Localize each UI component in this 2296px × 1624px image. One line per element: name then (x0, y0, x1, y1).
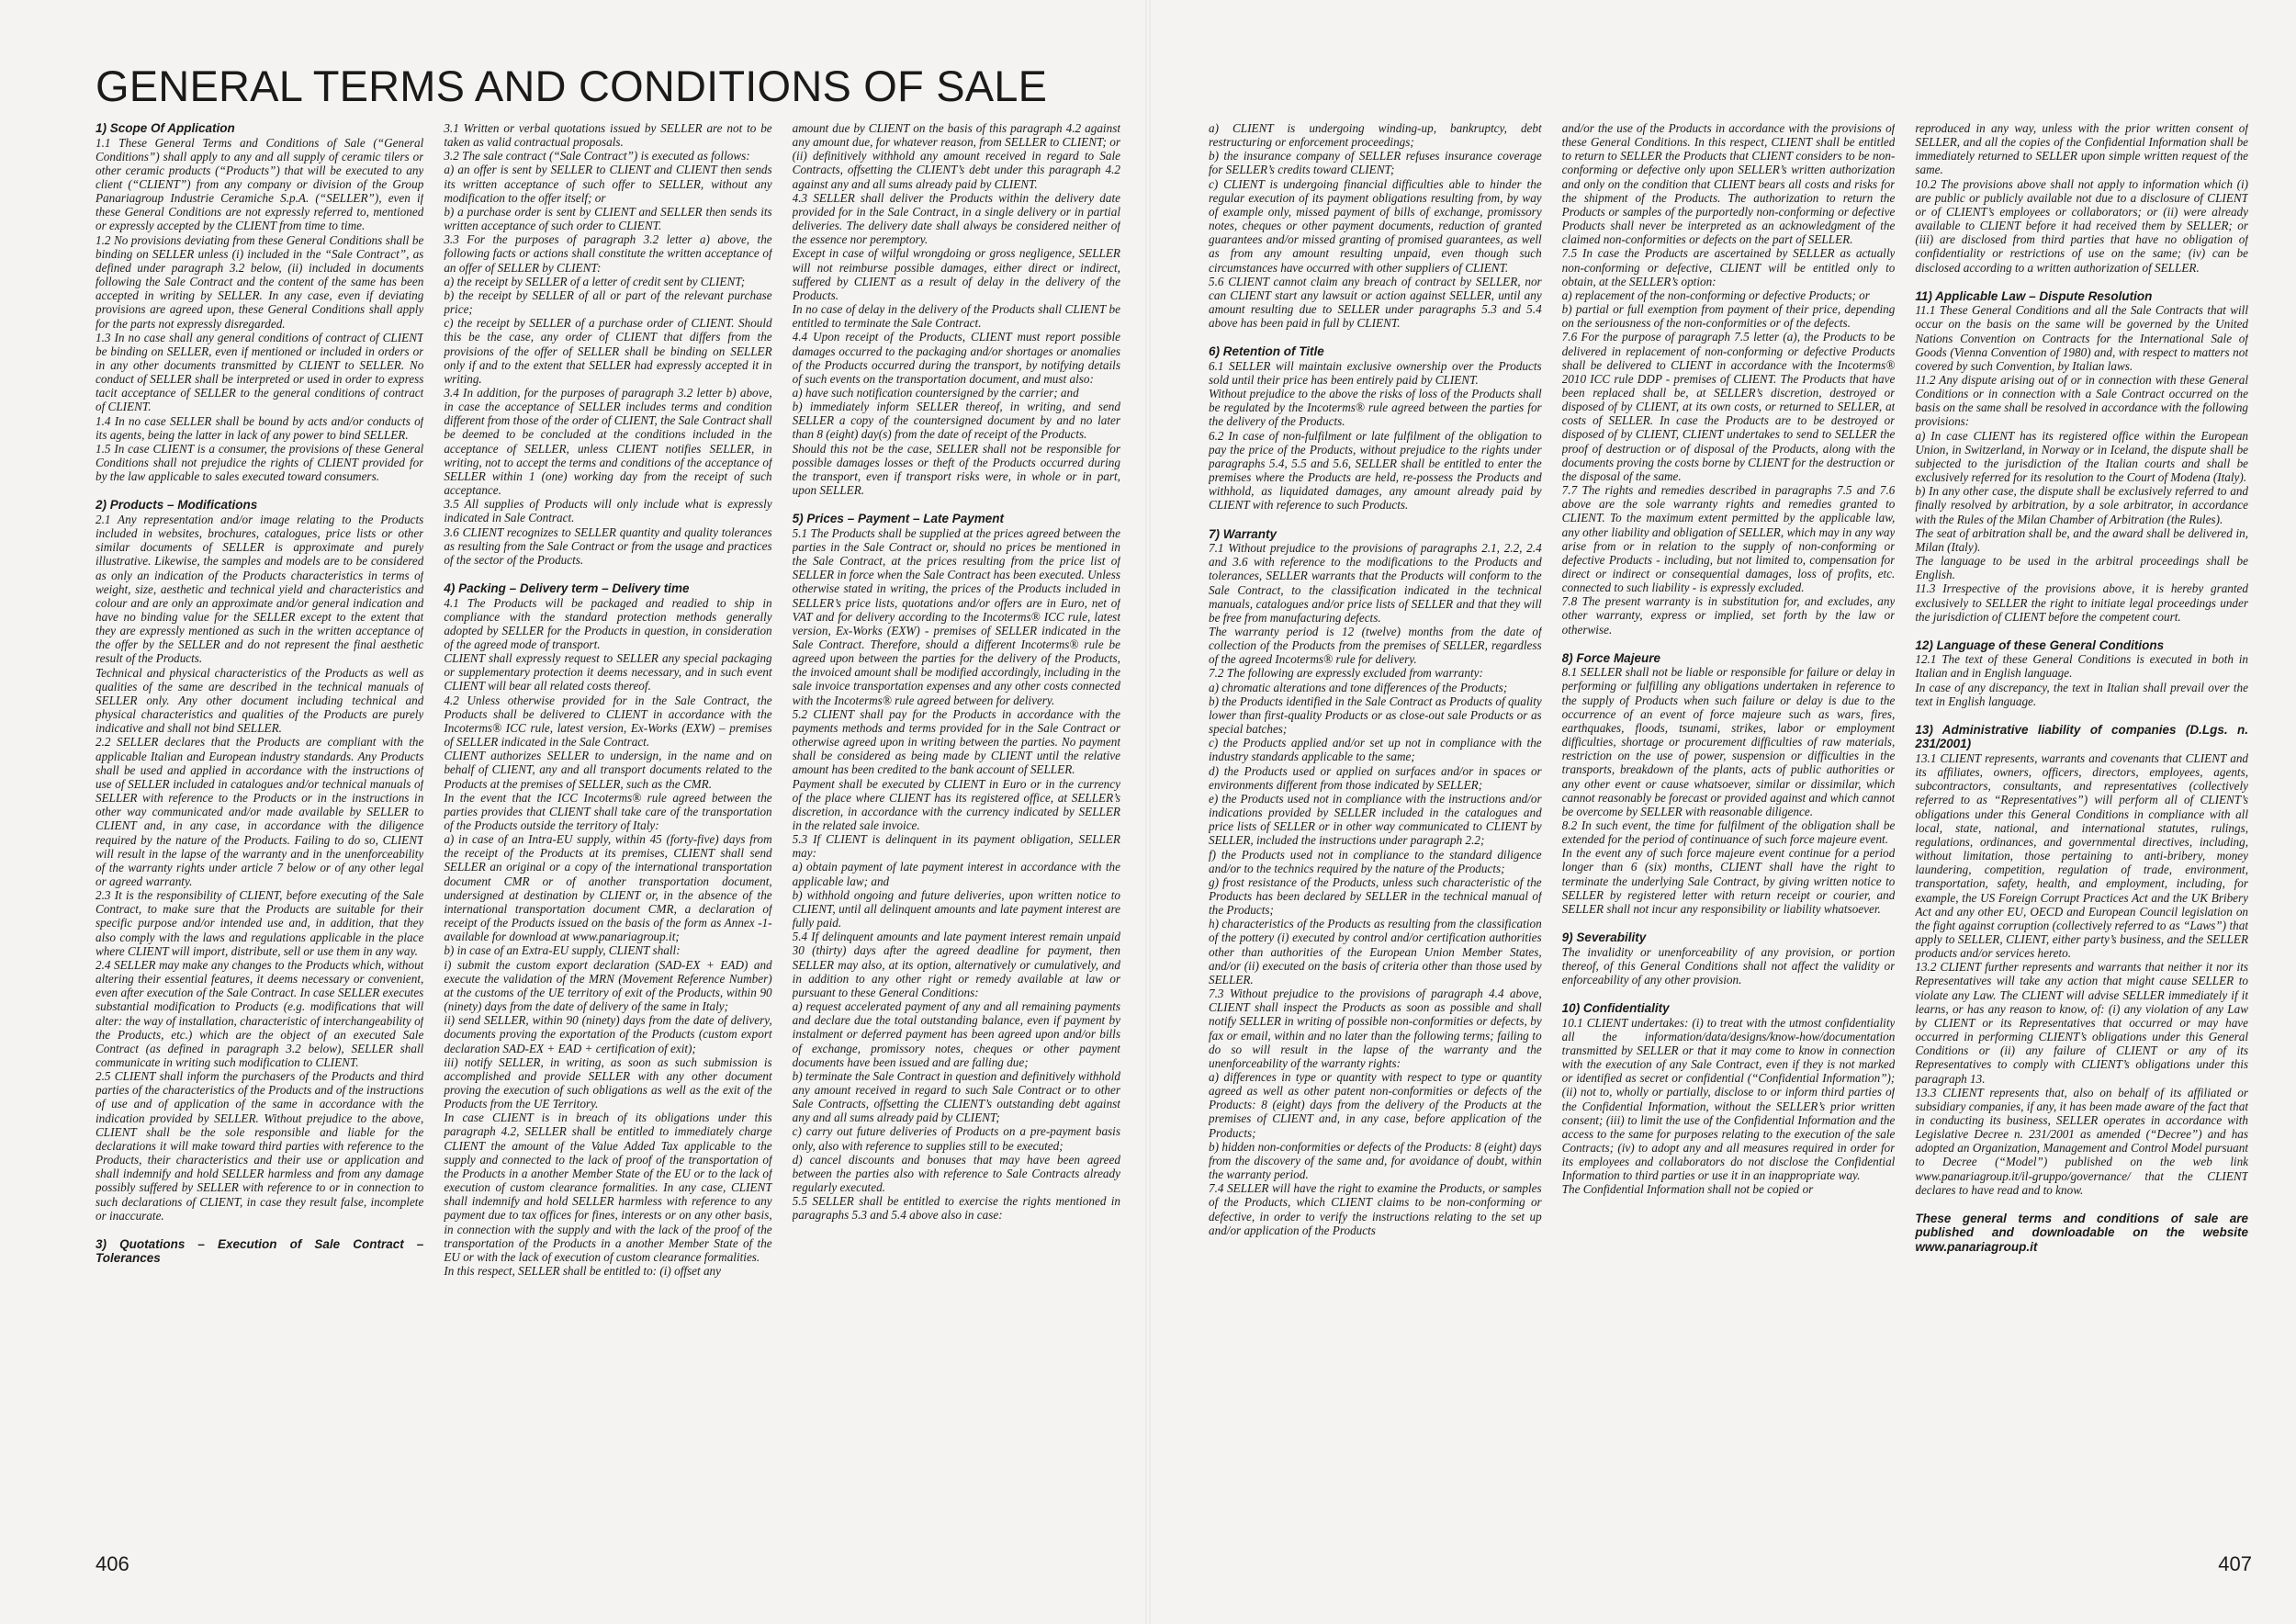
clause-paragraph: 1.1 These General Terms and Conditions of Sale (“General Conditions”) shall apply to any and all supply of ceramic tilers or other ceramic products (“Products”) that will be executed to any client (“CLIENT”) from any company or division of the Group Panariagroup Industrie Ceramiche S.p.A. (“SELLER”), even if these General Conditions are not expressly referred to, mentioned or expressly accepted by the CLIENT from time to time. (96, 135, 424, 233)
clause-paragraph: 7.3 Without prejudice to the provisions of paragraph 4.4 above, CLIENT shall inspect the Products as soon as possible and shall notify SELLER in writing of possible non-conformities or defects, by fax or email, within and no later than the following terms; failing to do so will result in the lapse of the warranty and the unenforceability of the warranty rights: (1209, 987, 1542, 1070)
clause-paragraph: The invalidity or unenforceability of any provision, or portion thereof, of this General Conditions shall not affect the validity or enforceability of any other provision. (1561, 944, 1896, 987)
left-page-columns (96, 121, 1120, 1545)
text-column (1562, 121, 1896, 1545)
clause-paragraph: 2.4 SELLER may make any changes to the Products which, without altering their essential features, it deems necessary or convenient, even after execution of the Sale Contract. In case SELLER executes substantial modification to Products (e.g. modifications that will alter: the way of installation, characteristic of interchangeability of the Products, etc.) which are the object of an executed Sale Contract (as defined in paragraph 3.2 below), SELLER shall communicate in writing such modification to CLIENT. (96, 957, 424, 1069)
clause-paragraph: ii) send SELLER, within 90 (ninety) days from the date of delivery, documents proving the exportation of the Products (custom export declaration SAD-EX + EAD + certification of exit); (444, 1013, 772, 1055)
clause-paragraph: a) have such notification countersigned by the carrier; and (792, 385, 1079, 400)
clause-paragraph: 3.5 All supplies of Products will only include what is expressly indicated in Sale Contract. (444, 497, 772, 525)
clause-paragraph: 10.2 The provisions above shall not apply to information which (i) are public or publicly available not due to a disclosure of CLIENT or of CLIENT’s employees or collaborators; or (ii) were already available to CLIENT before it had received them by SELLER; or (iii) are disclosed from third parties that have no obligation of confidentiality or restrictions of use on the same; (iv) can be disclosed according to a written authorization of SELLER. (1915, 176, 2248, 275)
clause-paragraph: 3.6 CLIENT recognizes to SELLER quantity and quality tolerances as resulting from the Sale Contract or from the usage and practices of the sector of the Products. (444, 524, 772, 567)
clause-paragraph: g) frost resistance of the Products, unless such characteristic of the Products has been declared by SELLER in the technical manual of the Products; (1209, 874, 1542, 918)
clause-paragraph: The warranty period is 12 (twelve) months from the date of collection of the Products from the premises of SELLER, regardless of the agreed Incoterms® rule for delivery. (1209, 625, 1542, 667)
text-column (1209, 121, 1542, 1545)
closing-note: These general terms and conditions of sale are published and downloadable on the website www.panariagroup.it (1915, 1211, 2248, 1254)
section-heading: 8) Force Majeure (1561, 650, 1660, 665)
clause-paragraph: 2.3 It is the responsibility of CLIENT, before executing of the Sale Contract, to make sure that the Products are suitable for their specific purpose and/or intended use and, in addition, that they also comply with the laws and regulations applicable in the place where CLIENT will import, distribute, sell or use them in any way. (96, 888, 424, 958)
clause-paragraph: a) in case of an Intra-EU supply, within 45 (forty-five) days from the receipt of the Products at its premises, CLIENT shall send SELLER an original or a copy of the international transportation document CMR or of another transportation document, undersigned at destination by CLIENT or, in the absence of the international transportation document CMR, a declaration of receipt of the Products issued on the basis of the form as Annex -1- available for download at www.panariagroup.it; (444, 832, 772, 944)
clause-paragraph: a) the receipt by SELLER of a letter of credit sent by CLIENT; (444, 274, 746, 288)
clause-paragraph: 6.2 In case of non-fulfilment or late fulfilment of the obligation to pay the price of the Products, without prejudice to the rights under paragraphs 5.4, 5.5 and 5.6, SELLER shall be entitled to enter the premises where the Products are held, re-possess the Products and withhold, as liquidated damages, any amount already paid by CLIENT with reference to such Products. (1209, 428, 1542, 513)
clause-paragraph: 3.4 In addition, for the purposes of paragraph 3.2 letter b) above, in case the acceptance of SELLER includes terms and condition different from those of the order of CLIENT, the Sale Contract shall be deemed to be concluded at the conditions included in the acceptance of SELLER, unless CLIENT notifies SELLER, in writing, not to accept the terms and conditions of the acceptance of SELLER within 1 (one) working day from the receipt of such acceptance. (444, 385, 772, 498)
clause-paragraph: 3.2 The sale contract (“Sale Contract”) is executed as follows: (444, 149, 750, 164)
clause-paragraph: The language to be used in the arbitral proceedings shall be English. (1915, 554, 2248, 582)
text-column (444, 121, 771, 1545)
section-heading: 10) Confidentiality (1561, 1001, 1670, 1016)
clause-paragraph: 11.1 These General Conditions and all the Sale Contracts that will occur on the basis on the same will be governed by the United Nations Convention on Contracts for the International Sale of Goods (Vienna Convention of 1980) and, with respect to matters not covered by such Convention, by Italian laws. (1915, 303, 2248, 373)
clause-paragraph: 5.4 If delinquent amounts and late payment interest remain unpaid 30 (thirty) days after the agreed deadline for payment, then SELLER may also, at its option, alternatively or cumulatively, and in addition to any other right or remedy available at law or pursuant to these General Conditions: (792, 930, 1120, 999)
clause-paragraph: 1.3 In no case shall any general conditions of contract of CLIENT be binding on SELLER, even if mentioned or included in orders or in any other documents transmitted by CLIENT to SELLER. No conduct of SELLER shall be interpreted or used in order to express tacit acceptance of SELLER to the general conditions of contract of CLIENT. (96, 330, 424, 414)
clause-paragraph: The Confidential Information shall not be copied or (1561, 1182, 1814, 1197)
clause-paragraph: 1.2 No provisions deviating from these General Conditions shall be binding on SELLER unless (i) included in the “Sale Contract”, as defined under paragraph 3.2 below, (ii) included in documents following the Sale Contract and the content of the same has been accepted in writing by SELLER. In any case, even if deviating provisions are agreed upon, these General Conditions shall apply for the parts not expressly disregarded. (96, 232, 424, 331)
clause-paragraph: 7.8 The present warranty is in substitution for, and excludes, any other warranty, express or implied, set forth by the law or otherwise. (1561, 594, 1896, 637)
clause-paragraph: 5.2 CLIENT shall pay for the Products in accordance with the payments methods and terms provided for in the Sale Contract or otherwise agreed upon in writing between the parties. No payment shall be considered as being made by CLIENT until the relative amount has been credited to the bank account of SELLER. (792, 706, 1120, 777)
clause-paragraph: b) a purchase order is sent by CLIENT and SELLER then sends its written acceptance of such order to CLIENT. (444, 204, 772, 233)
clause-paragraph: 4.4 Upon receipt of the Products, CLIENT must report possible damages occurred to the packaging and/or shortages or anomalies of the Products occurred during the transport, by notifying details of such events on the transportation document, and must also: (792, 330, 1120, 386)
clause-paragraph: In the event that the ICC Incoterms® rule agreed between the parties provides that CLIENT shall take care of the transportation of the Products outside the territory of Italy: (444, 790, 772, 832)
section-heading: 9) Severability (1561, 930, 1647, 945)
clause-paragraph: amount due by CLIENT on the basis of this paragraph 4.2 against any amount due, for whatever reason, from SELLER to CLIENT; or (ii) definitively withhold any amount received in regard to Sale Contracts, offsetting the CLIENT’s debt under this paragraph 4.2 against any and all sums already paid by CLIENT. (792, 121, 1120, 191)
clause-paragraph: 7.2 The following are expressly excluded from warranty: (1209, 666, 1483, 681)
clause-paragraph: Except in case of wilful wrongdoing or gross negligence, SELLER will not reimburse possible damages, either direct or indirect, suffered by CLIENT as a result of delay in the delivery of the Products. (792, 246, 1120, 302)
clause-paragraph: 11.3 Irrespective of the provisions above, it is hereby granted exclusively to SELLER the right to initiate legal proceedings under the jurisdiction of CLIENT before the competent court. (1915, 581, 2248, 624)
clause-paragraph: c) carry out future deliveries of Products on a pre-payment basis only, also with reference to supplies still to be executed; (792, 1124, 1120, 1153)
clause-paragraph: 8.2 In such event, the time for fulfilment of the obligation shall be extended for the period of continuance of such force majeure event. (1561, 818, 1896, 847)
clause-paragraph: 4.3 SELLER shall deliver the Products within the delivery date provided for in the Sale Contract, in a single delivery or in partial deliveries. The delivery date shall always be considered neither of the essence nor peremptory. (792, 190, 1120, 247)
section-heading: 3) Quotations – Execution of Sale Contract – Tolerances (96, 1236, 424, 1266)
clause-paragraph: 5.6 CLIENT cannot claim any breach of contract by SELLER, nor can CLIENT start any lawsuit or action against SELLER, until any amount resulting due to SELLER under paragraphs 5.3 and 5.4 above has been paid in full by CLIENT. (1209, 274, 1542, 331)
clause-paragraph: 13.1 CLIENT represents, warrants and covenants that CLIENT and its affiliates, owners, officers, directors, employees, agents, subcontractors, consultants, and representatives (collectively referred to as “Representatives”) will perform all of CLIENT’s obligations under this General Conditions in compliance with all local, state, national, and international statutes, rulings, regulations, ordinances, and governmental directives, including, without limitation, those pertaining to anti-bribery, money laundering, competition, regulation of trade, environment, transportation, safety, health, and employment, including, for example, the US Foreign Corrupt Practices Act and the UK Bribery Act and any other EU, OECD and European Council legislation on the fight against corruption (collectively referred to as “Laws”) that apply to SELLER, CLIENT, either party’s business, and the SELLER products and/or services hereto. (1915, 750, 2248, 961)
clause-paragraph: iii) notify SELLER, in writing, as soon as such submission is accomplished and provide SELLER with any other document proving the execution of such obligations as well as the exit of the Products from the UE Territory. (444, 1054, 772, 1111)
clause-paragraph: a) differences in type or quantity with respect to type or quantity agreed as well as other patent non-conformities or defects of the Products: 8 (eight) days from the delivery of the Products at the premises of CLIENT and, in any case, before application of the Products; (1209, 1070, 1542, 1140)
clause-paragraph: The seat of arbitration shall be, and the award shall be delivered in, Milan (Italy). (1915, 525, 2248, 554)
clause-paragraph: and/or the use of the Products in accordance with the provisions of these General Conditions. In this respect, CLIENT shall be entitled to return to SELLER the Products that CLIENT considers to be non-conforming or defective only upon SELLER’s written authorization and only on the condition that CLIENT bears all costs and risks for the shipment of the Products. The authorization to return the Products or samples of the purportedly non-conforming or defective Products shall never be interpreted as an acknowledgment of the claimed non-conformities or defects on the part of SELLER. (1561, 121, 1896, 247)
clause-paragraph: a) replacement of the non-conforming or defective Products; or (1561, 288, 1870, 302)
clause-paragraph: In no case of delay in the delivery of the Products shall CLIENT be entitled to terminate the Sale Contract. (792, 302, 1120, 331)
clause-paragraph: In case CLIENT is in breach of its obligations under this paragraph 4.2, SELLER shall be entitled to immediately charge CLIENT the amount of the Value Added Tax applicable to the supply and connected to the lack of proof of the transportation of the Products in a another Member State of the EU or to the lack of execution of custom clearance formalities. In any case, CLIENT shall indemnify and hold SELLER harmless with reference to any payment due to tax offices for fines, interests or on any other basis, in connection with the supply and with the lack of the proof of the transportation of the Products in a another Member State of the EU or with the lack of execution of custom clearance formalities. (444, 1111, 772, 1264)
clause-paragraph: a) In case CLIENT has its registered office within the European Union, in Switzerland, in Norway or in Iceland, the dispute shall be subjected to the jurisdiction of the Italian courts and shall be exclusively referred for its resolution to the Court of Modena (Italy). (1915, 428, 2248, 485)
section-heading: 6) Retention of Title (1209, 344, 1324, 359)
section-heading: 7) Warranty (1209, 526, 1277, 541)
clause-paragraph: 6.1 SELLER will maintain exclusive ownership over the Products sold until their price has been entirely paid by CLIENT. (1209, 358, 1542, 387)
clause-paragraph: CLIENT shall expressly request to SELLER any special packaging or supplementary protection it deems necessary, and in such event CLIENT will bear all related costs thereof. (444, 651, 772, 694)
text-column (96, 121, 423, 1545)
right-page (1148, 0, 2296, 1624)
clause-paragraph: c) the Products applied and/or set up not in compliance with the industry standards applicable to the same; (1209, 736, 1542, 764)
clause-paragraph: 11.2 Any dispute arising out of or in connection with these General Conditions or in connection with a Sale Contract occurred on the basis on the same shall be resolved in accordance with the following provisions: (1915, 373, 2248, 429)
section-heading: 2) Products – Modifications (96, 498, 258, 513)
clause-paragraph: 7.1 Without prejudice to the provisions of paragraphs 2.1, 2.2, 2.4 and 3.6 with reference to the modifications to the Products and tolerances, SELLER warrants that the Products will conform to the Sale Contract, to the classification indicated in the technical manuals, catalogues and/or price lists of SELLER and that they will be free from manufacturing defects. (1209, 541, 1542, 625)
clause-paragraph: CLIENT authorizes SELLER to undersign, in the name and on behalf of CLIENT, any and all transport documents related to the Products at the premises of SELLER, such as the CMR. (444, 749, 772, 791)
clause-paragraph: 2.2 SELLER declares that the Products are compliant with the applicable Italian and European industry standards. Any Products shall be used and applied in accordance with the instructions of use of SELLER included in catalogues and/or technical manuals of SELLER with reference to the Products or in the instructions in other way communicated and/or made available by SELLER to CLIENT and, in any case, in accordance with the diligence required by the nature of the Products. Failing to do so, CLIENT will result in the lapse of the warranty and in the unenforceability of the warranty rights under article 7 below or of any other legal or agreed warranty. (96, 735, 424, 888)
right-page-columns (1209, 121, 2248, 1545)
clause-paragraph: d) cancel discounts and bonuses that may have been agreed between the parties also with reference to Sale Contracts already regularly executed. (792, 1152, 1120, 1195)
clause-paragraph: 7.4 SELLER will have the right to examine the Products, or samples of the Products, which CLIENT claims to be non-conforming or defective, in order to verify the instructions relating to the set up and/or application of the Products (1209, 1181, 1542, 1237)
clause-paragraph: b) in case of an Extra-EU supply, CLIENT shall: (444, 943, 681, 958)
clause-paragraph: In case of any discrepancy, the text in Italian shall prevail over the text in English language. (1915, 680, 2248, 708)
clause-paragraph: 7.7 The rights and remedies described in paragraphs 7.5 and 7.6 above are the sole warranty rights and remedies granted to CLIENT. To the maximum extent permitted by the applicable law, any other liability and obligation of SELLER, which may in any way arise from or in relation to the supply of non-conforming or defective Products - including, but not limited to, compensation for direct or indirect or consequential damages, loss of profits, etc. connected to such liability - is expressly excluded. (1561, 483, 1896, 595)
clause-paragraph: 5.1 The Products shall be supplied at the prices agreed between the parties in the Sale Contract or, should no prices be mentioned in the Sale Contract, at the prices resulting from the price list of SELLER in force when the Sale Contract has been executed. Unless otherwise stated in writing, the prices of the Products included in SELLER’s price lists, quotations and/or offers are in Euro, net of VAT and for delivery according to the Incoterms® ICC rule, latest version, Ex-Works (EXW) - premises of SELLER indicated in the Sale Contract. Therefore, should a different Incoterms® rule be agreed upon between the parties for the delivery of the Products, the invoiced amount shall be modified accordingly, including in the sale invoice transportation expenses and any other costs connected with the Incoterms® rule agreed between for delivery. (792, 525, 1120, 707)
clause-paragraph: 8.1 SELLER shall not be liable or responsible for failure or delay in performing or fulfilling any obligations undertaken in reference to the supply of Products when such failure or delay is due to the occurrence of an event of force majeure such as wars, fires, earthquakes, floods, tsunami, strikes, labor or employment difficulties, shortage or procurement difficulties of raw materials, restriction on the use of power, suspension or difficulties in the transports, breakdown of the plants, acts of public authorities or any other event or cause whatsoever, similar or dissimilar, which cannot reasonably be forecast or provided against and which cannot be overcome by SELLER with reasonable diligence. (1561, 665, 1896, 818)
clause-paragraph: c) CLIENT is undergoing financial difficulties able to hinder the regular execution of its payment obligations resulting from, by way of example only, missed payment of bills of exchange, promissory notes, cheques or other payment documents, reduction of granted guarantees and/or missed granting of promised guarantees, as well as from any amount resulting unpaid, even though such circumstances have occurred with other suppliers of CLIENT. (1209, 176, 1542, 275)
text-column (793, 121, 1120, 1545)
clause-paragraph: 7.5 In case the Products are ascertained by SELLER as actually non-conforming or defective, CLIENT will be entitled only to obtain, at the SELLER’s option: (1561, 246, 1896, 288)
clause-paragraph: 1.5 In case CLIENT is a consumer, the provisions of these General Conditions shall not prejudice the rights of CLIENT provided for by the law applicable to sales executed toward consumers. (96, 441, 424, 484)
clause-paragraph: 3.3 For the purposes of paragraph 3.2 letter a) above, the following facts or actions shall constitute the written acceptance of an offer of SELLER by CLIENT: (444, 232, 772, 275)
clause-paragraph: 13.2 CLIENT further represents and warrants that neither it nor its Representatives will take any action that might cause SELLER to violate any Law. The CLIENT will advise SELLER immediately if it learns, or has any reason to know, of: (i) any violation of any Law by CLIENT or its Representatives that occurred or may have occurred in performing CLIENT’s obligations under this General Conditions or (ii) any failure of CLIENT or any of its Representatives to comply with CLIENT’s obligations under this paragraph 13. (1915, 960, 2248, 1086)
clause-paragraph: h) characteristics of the Products as resulting from the classification of the pottery (i) executed by control and/or certification authorities other than authorities of the European Union Member States, and/or (ii) executed on the basis of criteria other than those used by SELLER. (1209, 917, 1542, 987)
text-column (1915, 121, 2248, 1545)
clause-paragraph: Payment shall be executed by CLIENT in Euro or in the currency of the place where CLIENT has its registered office, at SELLER’s discretion, in accordance with the currency indicated by SELLER in the related sale invoice. (792, 776, 1120, 832)
clause-paragraph: 4.2 Unless otherwise provided for in the Sale Contract, the Products shall be delivered to CLIENT in accordance with the Incoterms® ICC rule, latest version, Ex-Works (EXW) – premises of SELLER indicated in the Sale Contract. (444, 693, 772, 750)
clause-paragraph: 10.1 CLIENT undertakes: (i) to treat with the utmost confidentiality all the information/data/designs/know-how/documentation transmitted by SELLER or that it may come to know in connection with the execution of any Sale Contract, even if they is not marked or identified as secret or confidential (“Confidential Information”); (ii) not to, wholly or partially, disclose to or inform third parties of the Confidential Information, without the SELLER’s prior written consent; (iii) to limit the use of the Confidential Information and the access to the same for purposes relating to the execution of the sale Contracts; (iv) to adopt any and all measures required in order for its employees and collaborators do not disclose the Confidential Information to third parties or use it in an inappropriate way. (1561, 1015, 1896, 1183)
page-title: GENERAL TERMS AND CONDITIONS OF SALE (96, 62, 1048, 110)
clause-paragraph: b) terminate the Sale Contract in question and definitively withhold any amount received in regard to such Sale Contract or to other Sale Contracts, offsetting the CLIENT’s outstanding debt against any and all sums already paid by CLIENT; (792, 1068, 1120, 1125)
clause-paragraph: 5.3 If CLIENT is delinquent in its payment obligation, SELLER may: (792, 832, 1120, 861)
clause-paragraph: Without prejudice to the above the risks of loss of the Products shall be regulated by the Incoterms® rule agreed between the parties for the delivery of the Products. (1209, 387, 1542, 429)
section-heading: 11) Applicable Law – Dispute Resolution (1915, 288, 2153, 303)
clause-paragraph: a) request accelerated payment of any and all remaining payments and declare due the total outstanding balance, even if payment by instalment or deferred payment has been agreed upon and/or bills of exchange, promissory notes, cheques or other payment documents have been issued and are falling due; (792, 999, 1120, 1069)
clause-paragraph: reproduced in any way, unless with the prior written consent of SELLER, and all the copies of the Confidential Information shall be immediately returned to SELLER upon simple written request of the same. (1915, 121, 2248, 177)
clause-paragraph: 13.3 CLIENT represents that, also on behalf of its affiliated or subsidiary companies, if any, it has been made aware of the fact that in conducting its business, SELLER operates in accordance with Legislative Decree n. 231/2001 as amended (“Decree”) and has adopted an Organization, Management and Control Model pursuant to Decree (“Model”) published on the web link www.panariagroup.it/il-gruppo/governance/ that the CLIENT declares to have read and to know. (1915, 1085, 2248, 1197)
clause-paragraph: b) the receipt by SELLER of all or part of the relevant purchase price; (444, 288, 772, 317)
clause-paragraph: Technical and physical characteristics of the Products as well as qualities of the same are described in the technical manuals of SELLER only. Any other document including technical and physical characteristics and qualities of the Products are purely indicative and shall not bind SELLER. (96, 665, 424, 736)
clause-paragraph: b) In any other case, the dispute shall be exclusively referred to and finally resolved by arbitration, by a sole arbitrator, in accordance with the Rules of the Milan Chamber of Arbitration (the Rules). (1915, 484, 2248, 526)
section-heading: 13) Administrative liability of companies (D.Lgs. n. 231/2001) (1915, 722, 2248, 751)
clause-paragraph: f) the Products used not in compliance to the standard diligence and/or to the technics required by the nature of the Products; (1209, 847, 1542, 875)
clause-paragraph: b) hidden non-conformities or defects of the Products: 8 (eight) days from the discovery of the same and, for avoidance of doubt, within the warranty period. (1209, 1139, 1542, 1182)
clause-paragraph: b) the insurance company of SELLER refuses insurance coverage for SELLER’s credits toward CLIENT; (1209, 149, 1542, 177)
section-heading: 1) Scope Of Application (96, 121, 235, 135)
clause-paragraph: b) immediately inform SELLER thereof, in writing, and send SELLER a copy of the countersigned document by and no later than 8 (eight) day(s) from the date of receipt of the Products. (792, 400, 1120, 442)
clause-paragraph: d) the Products used or applied on surfaces and/or in spaces or environments different from those indicated by SELLER; (1209, 763, 1542, 792)
clause-paragraph: In the event any of such force majeure event continue for a period longer than 6 (six) months, CLIENT shall have the right to terminate the underlying Sale Contract, by giving written notice to SELLER by registered letter with return receipt or courier, and SELLER shall not incur any responsibility or liability whatsoever. (1561, 846, 1896, 916)
clause-paragraph: 4.1 The Products will be packaged and readied to ship in compliance with the standard protection methods generally adopted by SELLER for the Products in question, in consideration of the agreed mode of transport. (444, 595, 772, 651)
clause-paragraph: c) the receipt by SELLER of a purchase order of CLIENT. Should this be the case, any order of CLIENT that differs from the provisions of the offer of SELLER shall be binding on SELLER only if and to the extent that SELLER had expressly accepted it in writing. (444, 316, 772, 386)
clause-paragraph: 12.1 The text of these General Conditions is executed in both in Italian and in English language. (1915, 652, 2248, 681)
section-heading: 12) Language of these General Conditions (1915, 637, 2165, 652)
page-number-left: 406 (96, 1552, 129, 1575)
clause-paragraph: 3.1 Written or verbal quotations issued by SELLER are not to be taken as valid contractual proposals. (444, 121, 772, 150)
clause-paragraph: a) obtain payment of late payment interest in accordance with the applicable law; and (792, 860, 1120, 888)
clause-paragraph: 1.4 In no case SELLER shall be bound by acts and/or conducts of its agents, being the latter in lack of any power to bind SELLER. (96, 413, 424, 442)
clause-paragraph: a) chromatic alterations and tone differences of the Products; (1209, 680, 1508, 694)
clause-paragraph: Should this not be the case, SELLER shall not be responsible for possible damages losses or theft of the Products occurred during the transport, even if transport risks were, in whole or in part, upon SELLER. (792, 441, 1120, 498)
clause-paragraph: b) partial or full exemption from payment of their price, depending on the seriousness of the non-conformities or of the defects. (1561, 302, 1896, 331)
clause-paragraph: 2.5 CLIENT shall inform the purchasers of the Products and third parties of the characteristics of the Products and of the instructions of use and of application of the same in accordance with the indication provided by SELLER. Without prejudice to the above, CLIENT shall be the sole responsible and liable for the declarations it will make toward third parties with reference to the Products, their characteristics and their use or application and shall indemnify and hold SELLER harmless and from any damage possibly suffered by SELLER with reference to or in connection to such declarations of CLIENT, in case they result false, incomplete or inaccurate. (96, 1069, 424, 1223)
section-heading: 4) Packing – Delivery term – Delivery time (444, 581, 690, 595)
clause-paragraph: In this respect, SELLER shall be entitled to: (i) offset any (444, 1264, 722, 1278)
clause-paragraph: a) an offer is sent by SELLER to CLIENT and CLIENT then sends its written acceptance of such offer to SELLER, without any modification to the offer itself; or (444, 163, 772, 205)
section-heading: 5) Prices – Payment – Late Payment (792, 512, 1005, 526)
clause-paragraph: e) the Products used not in compliance with the instructions and/or indications provided by SELLER included in the catalogues and price lists of SELLER or in other way communicated to CLIENT by SELLER, included the instructions under paragraph 2.2; (1209, 791, 1542, 848)
clause-paragraph: 5.5 SELLER shall be entitled to exercise the rights mentioned in paragraphs 5.3 and 5.4 above also in case: (792, 1194, 1120, 1223)
clause-paragraph: a) CLIENT is undergoing winding-up, bankruptcy, debt restructuring or enforcement proceedings; (1209, 121, 1542, 150)
clause-paragraph: 7.6 For the purpose of paragraph 7.5 letter (a), the Products to be delivered in replacement of non-conforming or defective Products shall be delivered to CLIENT in accordance with the Incoterms® 2010 ICC rule DDP - premises of CLIENT. The Products that have been replaced shall be, at SELLER’s discretion, destroyed or disposed of by CLIENT, at its own costs, or returned to SELLER, at costs of SELLER. In case the Products are to be destroyed or disposed of by CLIENT, CLIENT undertakes to send to SELLER the proof of destruction or of disposal of the Products, along with the documents proving the costs borne by CLIENT for the destruction or the disposal of the same. (1561, 330, 1896, 483)
clause-paragraph: b) withhold ongoing and future deliveries, upon written notice to CLIENT, until all delinquent amounts and late payment interest are fully paid. (792, 887, 1120, 930)
clause-paragraph: 2.1 Any representation and/or image relating to the Products included in websites, brochures, catalogues, price lists or other similar documents of SELLER is approximate and purely illustrative. Likewise, the samples and models are to be considered as only an indication of the Products characteristics in terms of weight, size, aesthetic and technical yield and characteristics and colour and are only an approximate and/or general indication and have no binding value for the SELLER except to the extent that they are expressly mentioned as such in the written acceptance of the offer by the SELLER and do not represent the final aesthetic result of the Products. (96, 512, 424, 666)
clause-paragraph: b) the Products identified in the Sale Contract as Products of quality lower than first-quality Products or as close-out sale Products or as special batches; (1209, 694, 1542, 737)
clause-paragraph: i) submit the custom export declaration (SAD-EX + EAD) and execute the validation of the MRN (Movement Reference Number) at the customs of the UE territory of exit of the Products, within 90 (ninety) days from the date of delivery of the same in Italy; (444, 957, 772, 1014)
page-number-right: 407 (2218, 1552, 2252, 1575)
